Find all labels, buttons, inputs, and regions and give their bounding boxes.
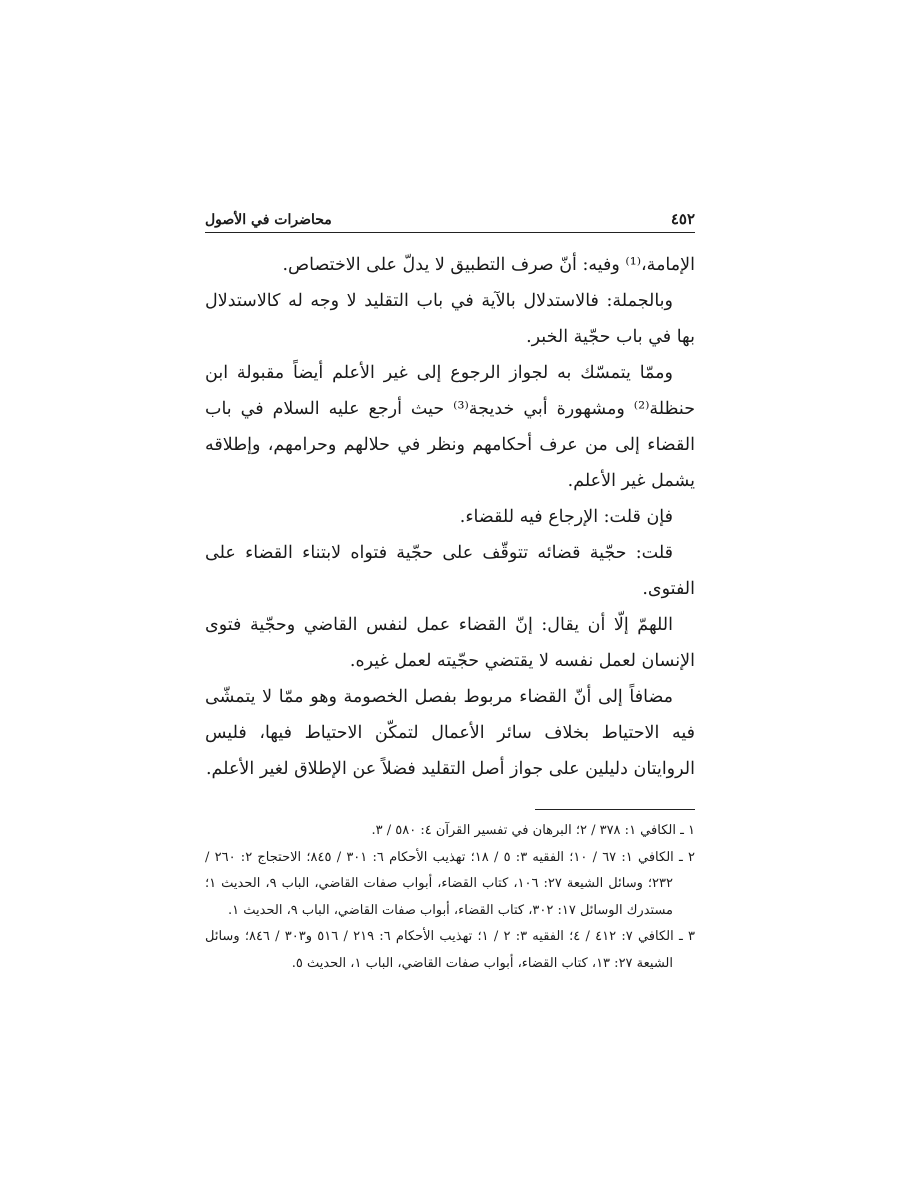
footnote: ١ ـ الكافي ١: ٣٧٨ / ٢؛ البرهان في تفسير القرآن ٤: ٥٨٠ / ٣. <box>371 823 695 838</box>
footnotes <box>205 818 695 977</box>
paragraph: اللهمّ إلّا أن يقال: إنّ القضاء عمل لنفس القاضي وحجّية فتوى الإنسان لعمل نفسه لا يقتضي حجّيته لعمل غيره. <box>205 615 695 671</box>
footnote-separator <box>535 809 695 810</box>
footnote: ٣ ـ الكافي ٧: ٤١٢ / ٤؛ الفقيه ٣: ٢ / ١؛ تهذيب الأحكام ٦: ٢١٩ / ٥١٦ و٣٠٣ / ٨٤٦؛ وسائل الشيعة ٢٧: ١٣، كتاب القضاء، أبواب صفات القاضي، الباب ١، الحديث ٥. <box>205 929 695 971</box>
paragraph: قلت: حجّية قضائه تتوقّف على حجّية فتواه لابتناء القضاء على الفتوى. <box>205 543 695 599</box>
book-page <box>205 200 695 977</box>
footnote: ٢ ـ الكافي ١: ٦٧ / ١٠؛ الفقيه ٣: ٥ / ١٨؛ تهذيب الأحكام ٦: ٣٠١ / ٨٤٥؛ الاحتجاج ٢: ٢٦٠ / ٢٣٢؛ وسائل الشيعة ٢٧: ١٠٦، كتاب القضاء، أبواب صفات القاضي، الباب ٩، الحديث ١؛ مستدرك الوسائل ١٧: ٣٠٢، كتاب القضاء، أبواب صفات القاضي، الباب ٩، الحديث ١. <box>205 849 696 918</box>
paragraph: مضافاً إلى أنّ القضاء مربوط بفصل الخصومة وهو ممّا لا يتمشّى فيه الاحتياط بخلاف سائر الأعمال لتمكّن الاحتياط فيها، فليس الروايتان دليلين على جواز أصل التقليد فضلاً عن الإطلاق لغير الأعلم. <box>205 687 695 779</box>
paragraph: وممّا يتمسّك به لجواز الرجوع إلى غير الأعلم أيضاً مقبولة ابن حنظلة⁽²⁾ ومشهورة أبي خديجة⁽³⁾ حيث أرجع عليه السلام في باب القضاء إلى من عرف أحكامهم ونظر في حلالهم وحرامهم، وإطلاقه يشمل غير الأعلم. <box>205 363 696 491</box>
page-number: ٤٥٢ <box>670 210 695 228</box>
main-text <box>205 247 695 787</box>
page-header <box>205 200 695 233</box>
running-title: محاضرات في الأصول <box>205 212 332 228</box>
paragraph: وبالجملة: فالاستدلال بالآية في باب التقليد لا وجه له كالاستدلال بها في باب حجّية الخبر. <box>205 291 695 347</box>
paragraph: فإن قلت: الإرجاع فيه للقضاء. <box>459 507 673 527</box>
paragraph: الإمامة،⁽¹⁾ وفيه: أنّ صرف التطبيق لا يدلّ على الاختصاص. <box>282 255 695 275</box>
